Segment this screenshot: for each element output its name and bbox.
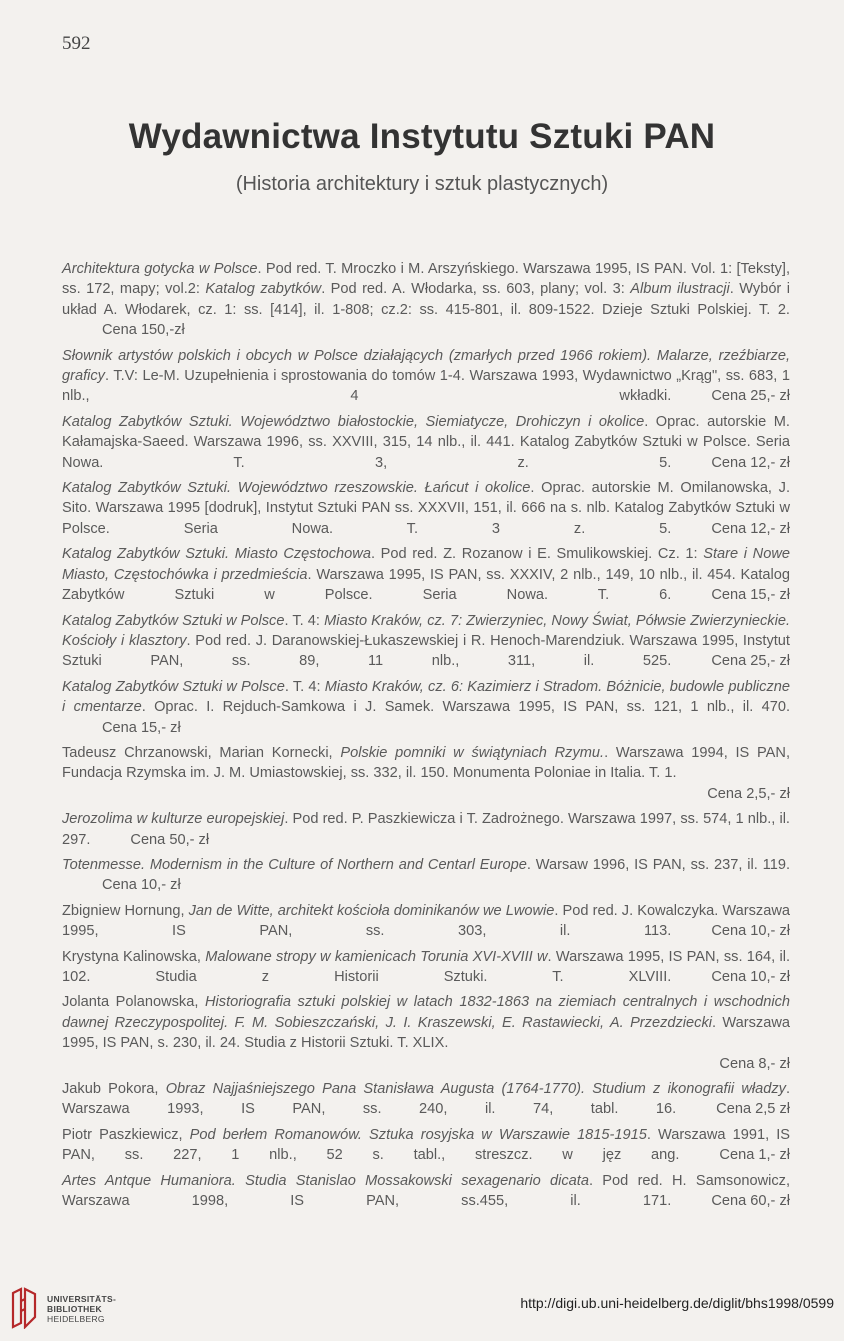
entry-title-text: Artes Antque Humaniora. Studia Stanislao Mossakowski sexagenario dicata xyxy=(62,1172,589,1189)
entry-title-text: Pod berłem Romanowów. Sztuka rosyjska w Warszawie 1815-1915 xyxy=(189,1126,647,1143)
library-logo-text xyxy=(47,1294,116,1324)
catalog-entry xyxy=(62,677,790,738)
entry-text: . Pod red. J. Daranowskiej-Łukaszewskiej i R. Henoch-Marendziuk. Warszawa 1995, Instytut Sztuki PAN, ss. 89, 11 nlb., 311, il. 525. xyxy=(62,632,790,670)
entry-title-text: Katalog Zabytków Sztuki w Polsce xyxy=(62,678,285,695)
entry-text: . Warszawa 1995, IS PAN, s. 230, il. 24. Studia z Historii Sztuki. T. XLIX. xyxy=(62,1014,790,1052)
source-url-link[interactable]: http://digi.ub.uni-heidelberg.de/diglit/bhs1998/0599 xyxy=(520,1295,834,1311)
entry-text: . Pod red. P. Paszkiewicza i T. Zadrożnego. Warszawa 1997, ss. 574, 1 nlb., il. 297. xyxy=(62,811,790,848)
catalog-entry xyxy=(62,1125,790,1166)
page-number: 592 xyxy=(62,33,91,54)
entry-title-text: Katalog Zabytków Sztuki w Polsce xyxy=(62,612,285,629)
entry-text: Piotr Paszkiewicz, xyxy=(62,1126,190,1143)
entry-title-text: Stare i Nowe Miasto, Częstochówka i przedmieścia xyxy=(62,546,790,583)
entry-text: Jakub Pokora, xyxy=(62,1081,166,1098)
entry-price: Cena 2,5 zł xyxy=(716,1101,790,1118)
entry-price: Cena 8,- zł xyxy=(719,1055,790,1072)
entry-text: Krystyna Kalinowska, xyxy=(62,948,206,965)
entry-price: Cena 50,- zł xyxy=(130,831,210,848)
entry-title-text: Malowane stropy w kamienicach Torunia XVI-XVIII w xyxy=(205,948,548,965)
entry-price: Cena 12,- zł xyxy=(711,520,790,537)
entry-text: Jolanta Polanowska, xyxy=(62,994,205,1011)
entry-text: . Warszawa 1995, IS PAN, ss. 164, il. 102. Studia z Historii Sztuki. T. XLVIII. xyxy=(62,948,791,985)
catalog-entry xyxy=(62,992,790,1074)
page-subtitle: (Historia architektury i sztuk plastycznych) xyxy=(235,173,609,195)
catalog-entry xyxy=(62,259,790,341)
entry-price: Cena 60,- zł xyxy=(711,1193,790,1210)
entry-title-text: Katalog Zabytków Sztuki. Miasto Częstochowa xyxy=(62,546,371,563)
logo-line-1: UNIVERSITÄTS- xyxy=(47,1294,117,1304)
entry-title-text: Katalog Zabytków Sztuki. Województwo rzeszowskie. Łańcut i okolice xyxy=(62,480,531,497)
entry-title-text: Historiografia sztuki polskiej w latach 1832-1863 na ziemiach centralnych i wschodnich dawnej Rzeczypospolitej. F. M. Sobieszczański, J. I. Kraszewski, E. Rastawiecki, A. Przezdziecki xyxy=(62,994,790,1031)
entry-text: . Pod red. T. Mroczko i M. Arszyńskiego. Warszawa 1995, IS PAN. Vol. 1: [Teksty], ss. 172, mapy; vol.2: xyxy=(62,261,790,298)
entry-text: . Oprac. autorskie M. Omilanowska, J. Sito. Warszawa 1995 [dodruk], Instytut Sztuki PAN ss. XXXVII, 151, il. 666 na s. nlb. Katalog Zabytków Sztuki w Polsce. Seria Nowa. T. 3 z. 5. xyxy=(62,480,790,537)
entry-text: Zbigniew Hornung, xyxy=(62,902,189,919)
entry-price: Cena 15,- zł xyxy=(711,587,790,604)
entry-price: Cena 25,- zł xyxy=(711,388,790,405)
entry-text: . Pod red. Z. Rozanow i E. Smulikowskiej. Cz. 1: xyxy=(370,546,704,563)
entry-text: . Warszawa 1991, IS PAN, ss. 227, 1 nlb., 52 s. tabl., streszcz. w jęz ang. xyxy=(62,1126,790,1164)
catalog-entry xyxy=(62,544,790,605)
catalog-entry xyxy=(62,478,790,539)
catalog-entry xyxy=(62,1171,790,1212)
entry-price: Cena 25,- zł xyxy=(711,653,790,670)
entry-title-text: Miasto Kraków, cz. 6: Kazimierz i Stradom. Bóżnicie, budowle publiczne i cmentarze xyxy=(62,678,790,716)
entry-title-text: Jan de Witte, architekt kościoła dominikanów we Lwowie xyxy=(188,902,555,919)
entry-text: . T. 4: xyxy=(284,678,325,695)
entry-title-text: Katalog Zabytków Sztuki. Województwo białostockie, Siemiatycze, Drohiczyn i okolice xyxy=(62,413,645,430)
entry-text: . T. 4: xyxy=(284,612,325,629)
catalog-entry xyxy=(62,855,790,896)
entry-title-text: Jerozolima w kulturze europejskiej xyxy=(62,811,285,828)
entry-text: . Pod red. A. Włodarka, ss. 603, plany; vol. 3: xyxy=(321,281,631,298)
entry-text: . Oprac. I. Rejduch-Samkowa i J. Samek. Warszawa 1995, IS PAN, ss. 121, 1 nlb., il. 470. xyxy=(141,699,790,716)
entry-title-text: Polskie pomniki w świątyniach Rzymu. xyxy=(340,744,605,761)
logo-line-3: HEIDELBERG xyxy=(47,1314,105,1324)
catalog-entry xyxy=(62,412,790,473)
entry-title-text: Album ilustracji xyxy=(630,281,730,298)
entry-price: Cena 12,- zł xyxy=(711,454,790,471)
heidelberg-library-logo-icon xyxy=(10,1287,38,1329)
catalog-entry xyxy=(62,947,790,988)
entry-text: . Warsaw 1996, IS PAN, ss. 237, il. 119. xyxy=(526,856,790,873)
entry-text: Tadeusz Chrzanowski, Marian Kornecki, xyxy=(62,744,341,761)
catalog-entry xyxy=(62,1079,790,1120)
entry-title-text: Słownik artystów polskich i obcych w Polsce działających (zmarłych przed 1966 rokiem). Malarze, rzeźbiarze, graficy xyxy=(62,347,790,385)
entry-text: . T.V: Le-M. Uzupełnienia i sprostowania do tomów 1-4. Warszawa 1993, Wydawnictwo „Krąg", ss. 683, 1 nlb., 4 wkładki. xyxy=(62,368,790,405)
entry-price: Cena 150,-zł xyxy=(102,322,185,339)
catalog-entry xyxy=(62,611,790,672)
entry-title-text: Totenmesse. Modernism in the Culture of Northern and Centarl Europe xyxy=(62,856,527,873)
entry-text: . Warszawa 1993, IS PAN, ss. 240, il. 74, tabl. 16. xyxy=(62,1081,790,1118)
entry-text: . Oprac. autorskie M. Kałamajska-Saeed. Warszawa 1996, ss. XXVIII, 315, 14 nlb., il. 441. Katalog Zabytków Sztuki w Polsce. Seria Nowa. T. 3, z. 5. xyxy=(62,413,790,471)
entry-price: Cena 15,- zł xyxy=(102,719,181,736)
entry-text: . Warszawa 1994, IS PAN, Fundacja Rzymska im. J. M. Umiastowskiej, ss. 332, il. 150. Monumenta Poloniae in Italia. T. 1. xyxy=(62,744,790,782)
entry-title-text: Architektura gotycka w Polsce xyxy=(62,261,258,277)
entry-price: Cena 10,- zł xyxy=(711,969,790,985)
footer xyxy=(0,1281,844,1341)
entry-text: . Pod red. J. Kowalczyka. Warszawa 1995, IS PAN, ss. 303, il. 113. xyxy=(62,902,790,940)
catalog-entry xyxy=(62,346,790,407)
catalog-entry xyxy=(62,809,790,850)
entry-text: . Pod red. H. Samsonowicz, Warszawa 1998, IS PAN, ss.455, il. 171. xyxy=(62,1172,790,1210)
logo-line-2: BIBLIOTHEK xyxy=(47,1304,102,1314)
entry-text: . Wybór i układ A. Włodarek, cz. 1: ss. [414], il. 1-808; cz.2: ss. 415-801, il. 809-1522. Dzieje Sztuki Polskiej. T. 2. xyxy=(62,281,790,318)
entry-price: Cena 10,- zł xyxy=(102,877,181,894)
entry-price: Cena 10,- zł xyxy=(711,923,790,940)
entry-price: Cena 2,5,- zł xyxy=(707,785,790,802)
page-title: Wydawnictwa Instytutu Sztuki PAN xyxy=(128,117,716,156)
catalog-entry xyxy=(62,901,790,942)
entry-title-text: Miasto Kraków, cz. 7: Zwierzyniec, Nowy Świat, Półwsie Zwierzynieckie. Kościoły i klasztory xyxy=(62,612,791,649)
catalog-entry xyxy=(62,743,790,804)
publication-list xyxy=(62,259,790,1216)
entry-title-text: Obraz Najjaśniejszego Pana Stanisława Augusta (1764-1770). Studium z ikonografii władzy xyxy=(165,1081,786,1098)
entry-price: Cena 1,- zł xyxy=(719,1147,790,1164)
entry-text: . Warszawa 1995, IS PAN, ss. XXXIV, 2 nlb., 149, 10 nlb., il. 454. Katalog Zabytków Sztuki w Polsce. Seria Nowa. T. 6. xyxy=(62,566,790,604)
entry-title-text: Katalog zabytków xyxy=(205,281,322,298)
